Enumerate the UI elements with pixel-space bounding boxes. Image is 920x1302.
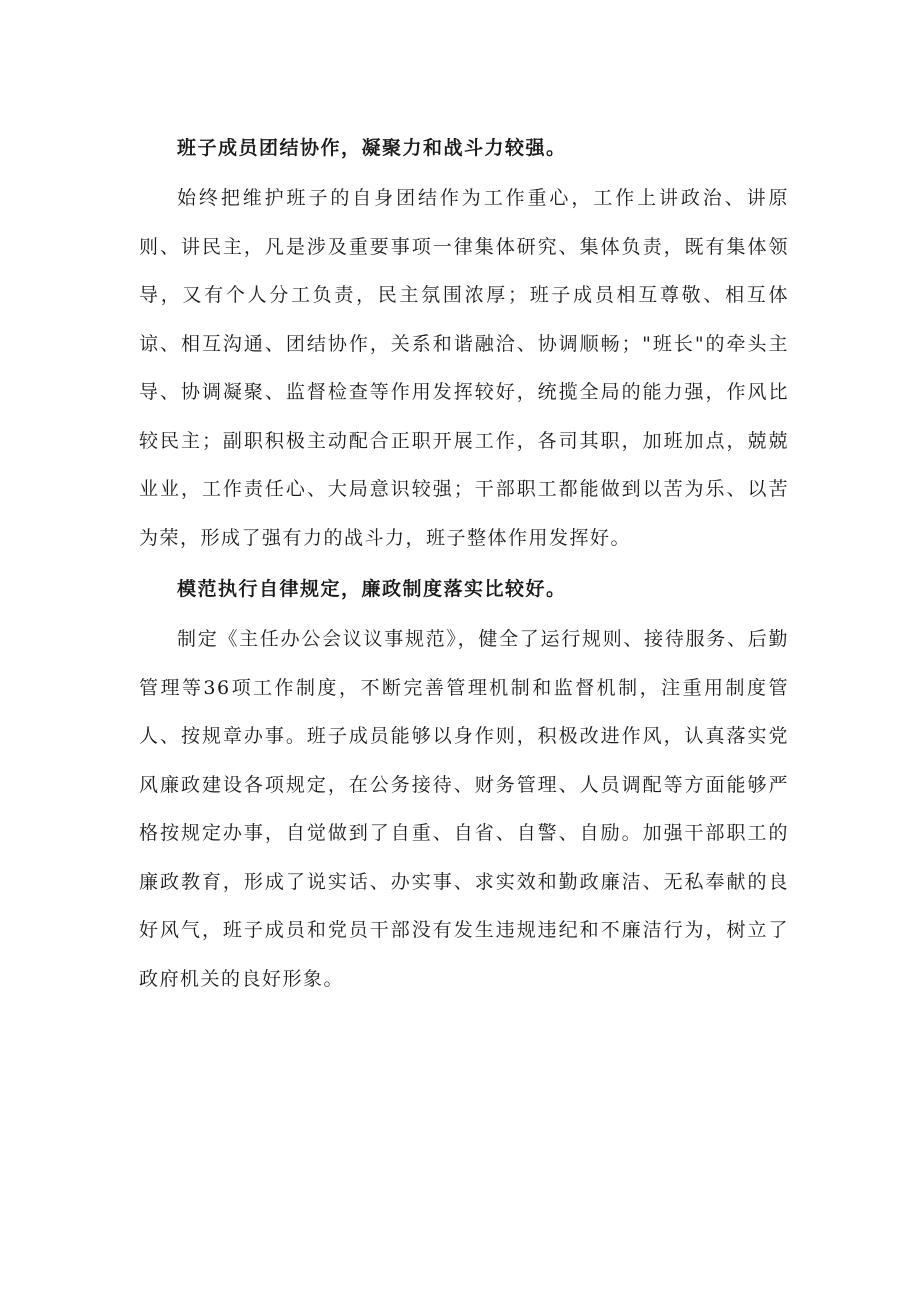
section-paragraph: 始终把维护班子的自身团结作为工作重心，工作上讲政治、讲原则、讲民主，凡是涉及重要事项一律集体研究、集体负责，既有集体领导，又有个人分工负责，民主氛围浓厚；班子成员相互尊敬、相互体谅、相互沟通、团结协作，关系和谐融洽、协调顺畅；"班长"的牵头主导、协调凝聚、监督检查等作用发挥较好，统揽全局的能力强，作风比较民主；副职积极主动配合正职开展工作，各司其职，加班加点，兢兢业业，工作责任心、大局意识较强；干部职工都能做到以苦为乐、以苦为荣，形成了强有力的战斗力，班子整体作用发挥好。 (139, 187, 789, 549)
document-body (139, 124, 789, 1003)
section-heading: 班子成员团结协作，凝聚力和战斗力较强。 (177, 137, 567, 159)
section-heading: 模范执行自律规定，廉政制度落实比较好。 (177, 578, 567, 600)
section-paragraph: 制定《主任办公会议议事规范》，健全了运行规则、接待服务、后勤管理等36项工作制度，不断完善管理机制和监督机制，注重用制度管人、按规章办事。班子成员能够以身作则，积极改进作风，认真落实党风廉政建设各项规定，在公务接待、财务管理、人员调配等方面能够严格按规定办事，自觉做到了自重、自省、自警、自励。加强干部职工的廉政教育，形成了说实话、办实事、求实效和勤政廉洁、无私奉献的良好风气，班子成员和党员干部没有发生违规违纪和不廉洁行为，树立了政府机关的良好形象。 (139, 628, 789, 990)
